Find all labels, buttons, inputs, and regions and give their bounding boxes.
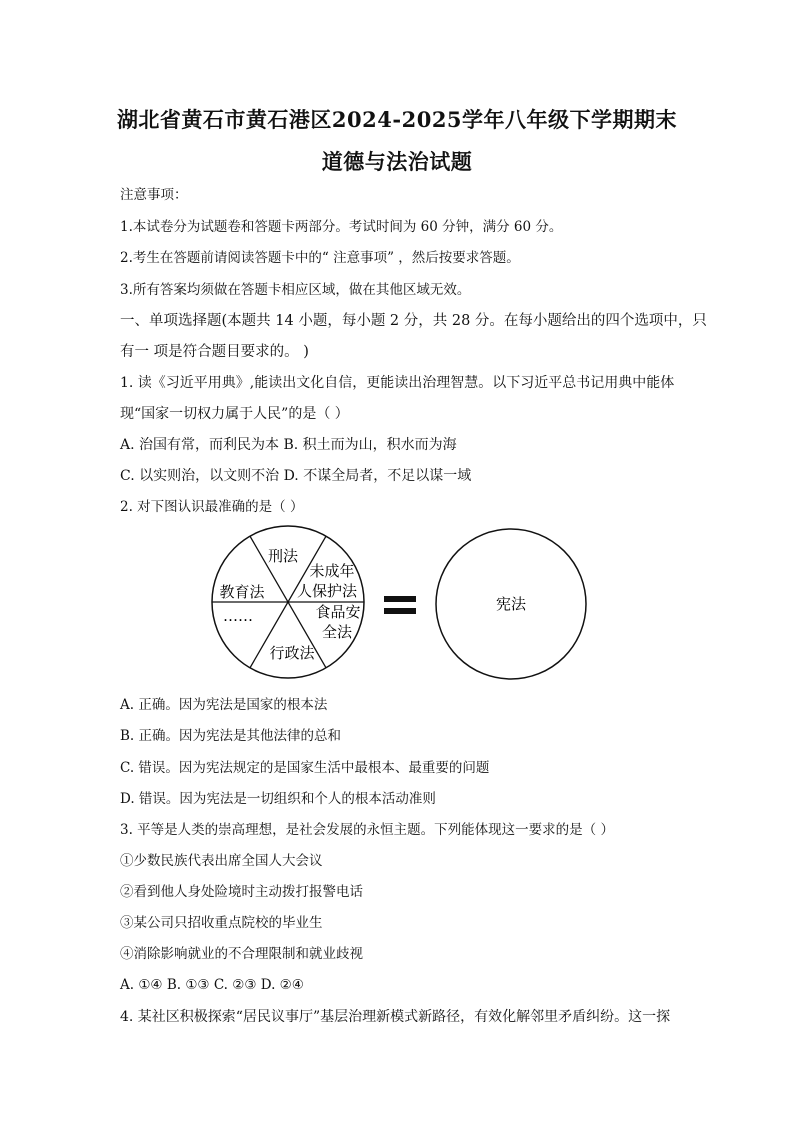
q3-item-3: ③某公司只招收重点院校的毕业生	[120, 915, 323, 931]
equals-sign-top-bar	[384, 596, 416, 602]
q1-options-line2: C. 以实则治，以文则不治 D. 不谋全局者，不足以谋一域	[120, 468, 472, 484]
q2-option-b: B. 正确。因为宪法是其他法律的总和	[120, 728, 342, 744]
q2-option-a: A. 正确。因为宪法是国家的根本法	[120, 697, 328, 713]
equals-sign-bottom-bar	[384, 608, 416, 614]
section1-heading-line2: 有一 项是符合题目要求的。 )	[120, 344, 309, 360]
notice-item-2: 2.考生在答题前请阅读答题卡中的“ 注意事项” ，然后按要求答题。	[120, 250, 520, 266]
notice-item-1: 1.本试卷分为试题卷和答题卡两部分。考试时间为 60 分钟，满分 60 分。	[120, 219, 563, 235]
q1-stem-line1: 1. 读《习近平用典》,能读出文化自信，更能读出治理智慧。以下习近平总书记用典中能体	[120, 375, 675, 391]
q2-option-d: D. 错误。因为宪法是一切组织和个人的根本活动准则	[120, 791, 436, 807]
q3-options: A. ①④ B. ①③ C. ②③ D. ②④	[120, 977, 304, 993]
constitution-label: 宪法	[495, 595, 527, 613]
q2-diagram	[200, 525, 600, 685]
slice-bottom-label: 行政法	[269, 644, 315, 662]
notice-item-3: 3.所有答案均须做在答题卡相应区域，做在其他区域无效。	[120, 282, 471, 298]
slice-lower-left-label: ……	[223, 607, 253, 625]
slice-upper-right-label-2: 人保护法	[296, 582, 358, 600]
exam-title-line2: 道德与法治试题	[321, 149, 473, 174]
q2-stem: 2. 对下图认识最准确的是（ ）	[120, 499, 304, 515]
slice-top-label: 刑法	[267, 547, 299, 565]
q3-item-2: ②看到他人身处险境时主动拨打报警电话	[120, 884, 363, 900]
q2-option-c: C. 错误。因为宪法规定的是国家生活中最根本、最重要的问题	[120, 760, 490, 776]
exam-title-line1: 湖北省黄石市黄石港区2024-2025学年八年级下学期期末	[116, 107, 678, 132]
q4-stem-line1: 4. 某社区积极探索“居民议事厅”基层治理新模式新路径，有效化解邻里矛盾纠纷。这一探	[120, 1009, 671, 1025]
slice-lower-right-label-2: 全法	[321, 623, 353, 641]
section1-heading-line1: 一、单项选择题(本题共 14 小题，每小题 2 分，共 28 分。在每小题给出的四个选项中，只	[120, 313, 707, 329]
slice-upper-right-label-1: 未成年	[309, 562, 355, 580]
notice-heading: 注意事项：	[120, 187, 188, 203]
q1-options-line1: A. 治国有常，而利民为本 B. 积土而为山，积水而为海	[120, 437, 457, 453]
q3-item-4: ④消除影响就业的不合理限制和就业歧视	[120, 946, 363, 962]
q1-stem-line2: 现“国家一切权力属于人民”的是（ ）	[120, 406, 349, 422]
slice-lower-right-label-1: 食品安	[315, 603, 361, 621]
q3-stem: 3. 平等是人类的崇高理想，是社会发展的永恒主题。下列能体现这一要求的是（ ）	[120, 822, 614, 838]
slice-upper-left-label: 教育法	[219, 583, 265, 601]
q3-item-1: ①少数民族代表出席全国人大会议	[120, 853, 323, 869]
